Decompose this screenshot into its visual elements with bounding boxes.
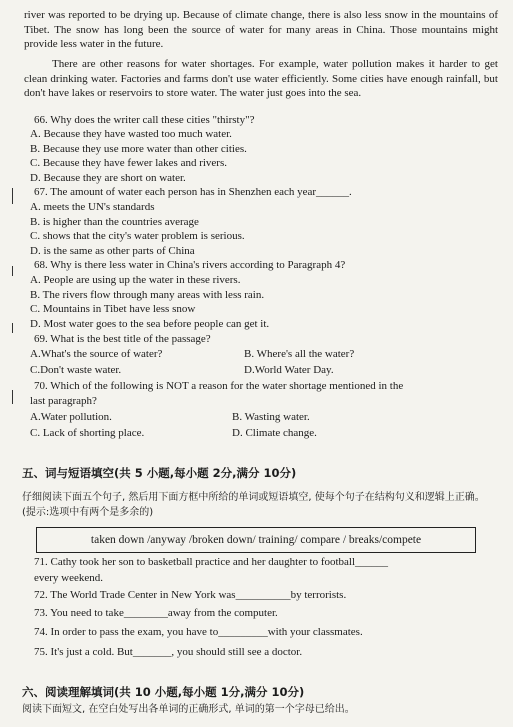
question-66-option-b: B. Because they use more water than other cities. xyxy=(30,143,247,155)
question-67-option-c: C. shows that the city's water problem is serious. xyxy=(30,230,245,242)
item-71-continued: every weekend. xyxy=(34,572,104,584)
question-70-stem-continued: last paragraph? xyxy=(30,395,97,407)
question-68-option-d: D. Most water goes to the sea before people can get it. xyxy=(30,318,270,330)
item-74: 74. In order to pass the exam, you have to_________with your classmates. xyxy=(34,626,363,638)
question-70-option-d: D. Climate change. xyxy=(232,427,317,439)
margin-mark xyxy=(12,188,13,204)
section-5-heading: 五、词与短语填空(共 5 小题,每小题 2分,满分 10分) xyxy=(22,466,297,480)
question-68-option-a: A. People are using up the water in these rivers. xyxy=(30,274,241,286)
margin-mark xyxy=(12,266,13,276)
question-67-option-d: D. is the same as other parts of China xyxy=(30,245,195,257)
question-67-option-a: A. meets the UN's standards xyxy=(30,201,155,213)
item-73: 73. You need to take________away from the computer. xyxy=(34,607,278,619)
question-69-stem: 69. What is the best title of the passage? xyxy=(34,333,211,345)
question-68-option-c: C. Mountains in Tibet have less snow xyxy=(30,303,196,315)
passage-paragraph-2: There are other reasons for water shortages. For example, water pollution makes it harder to get clean drinking water. Factories and farms don't use water efficiently. Some cities have enough rainfall, but don't have lakes or reservoirs to store water. The water just goes into the sea. xyxy=(24,58,498,100)
section-5-instruction: 仔细阅读下面五个句子, 然后用下面方框中所给的单词或短语填空, 使每个句子在结构句义和逻辑上正确。(提示:选项中有两个是多余的) xyxy=(22,492,485,518)
question-67-stem: 67. The amount of water each person has in Shenzhen each year______. xyxy=(34,186,352,198)
word-box-text: taken down /anyway /broken down/ training/ compare / breaks/compete xyxy=(90,534,422,546)
section-6-heading: 六、阅读理解填词(共 10 小题,每小题 1分,满分 10分) xyxy=(22,685,305,699)
question-70-option-a: A.Water pollution. xyxy=(30,411,112,423)
question-69-option-b: B. Where's all the water? xyxy=(244,348,355,360)
word-box xyxy=(36,527,476,553)
question-68-option-b: B. The rivers flow through many areas with less rain. xyxy=(30,289,265,301)
question-66-option-c: C. Because they have fewer lakes and rivers. xyxy=(30,157,228,169)
question-70-option-c: C. Lack of shorting place. xyxy=(30,427,145,439)
margin-mark xyxy=(12,390,13,404)
question-69-option-c: C.Don't waste water. xyxy=(30,364,122,376)
question-70-option-b: B. Wasting water. xyxy=(232,411,310,423)
item-72: 72. The World Trade Center in New York was__________by terrorists. xyxy=(34,589,347,601)
item-71: 71. Cathy took her son to basketball practice and her daughter to football______ xyxy=(34,556,389,568)
question-70-stem: 70. Which of the following is NOT a reason for the water shortage mentioned in the xyxy=(34,380,404,392)
section-6-instruction: 阅读下面短文, 在空白处写出各单词的正确形式, 单词的第一个字母已给出。 xyxy=(22,704,355,715)
question-66-option-a: A. Because they have wasted too much water. xyxy=(30,128,232,140)
question-67-option-b: B. is higher than the countries average xyxy=(30,216,199,228)
item-75: 75. It's just a cold. But_______, you should still see a doctor. xyxy=(34,646,303,658)
question-69-option-a: A.What's the source of water? xyxy=(30,348,163,360)
question-69-option-d: D.World Water Day. xyxy=(244,364,334,376)
margin-mark xyxy=(12,323,13,333)
question-68-stem: 68. Why is there less water in China's rivers according to Paragraph 4? xyxy=(34,259,346,271)
question-66-stem: 66. Why does the writer call these cities "thirsty"? xyxy=(34,114,255,126)
passage-paragraph-1: river was reported to be drying up. Because of climate change, there is also less snow in the mountains of Tibet. The snow has long been the source of water for many areas in China. Those mountains might provide less water in the future. xyxy=(24,9,498,51)
question-66-option-d: D. Because they are short on water. xyxy=(30,172,186,184)
